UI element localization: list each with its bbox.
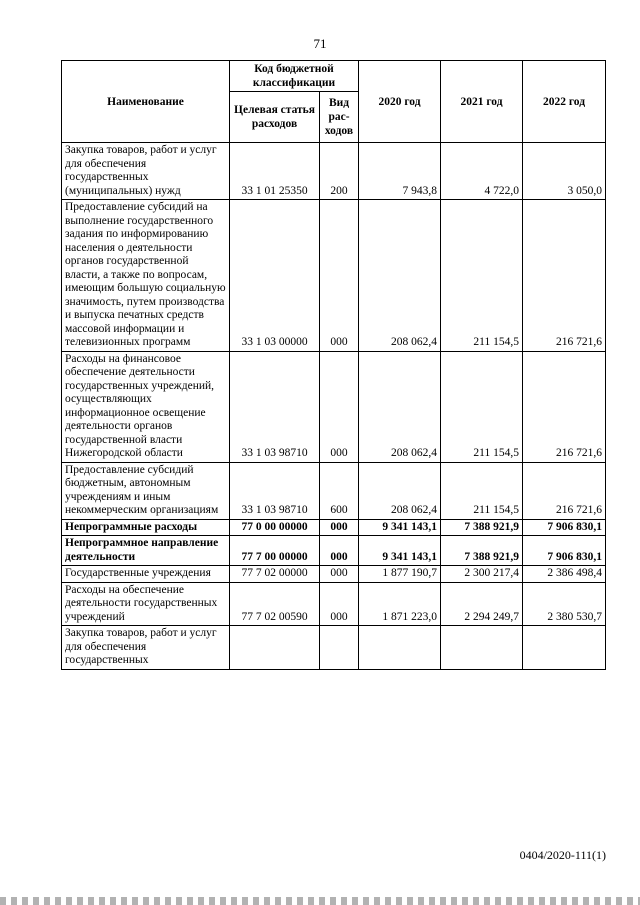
- scan-artifact: [0, 897, 640, 905]
- cell-2022: [523, 626, 606, 670]
- cell-2021: 7 388 921,9: [441, 536, 523, 566]
- table-row: [62, 351, 606, 462]
- cell-name: Государственные учреждения: [62, 566, 230, 583]
- cell-2020: 9 341 143,1: [359, 536, 441, 566]
- document-code: 0404/2020-111(1): [519, 848, 606, 862]
- cell-expense-type: 000: [320, 536, 359, 566]
- cell-name: Закупка товаров, работ и услуг для обеспечения государственных: [62, 626, 230, 670]
- table-row: [62, 462, 606, 519]
- cell-2022: 7 906 830,1: [523, 519, 606, 536]
- cell-2020: 1 877 190,7: [359, 566, 441, 583]
- cell-expense-type: [320, 626, 359, 670]
- cell-target-article: [230, 626, 320, 670]
- cell-2022: 7 906 830,1: [523, 536, 606, 566]
- table-body: [62, 143, 606, 670]
- cell-2021: 2 294 249,7: [441, 582, 523, 626]
- cell-2021: 7 388 921,9: [441, 519, 523, 536]
- cell-2021: 211 154,5: [441, 462, 523, 519]
- cell-target-article: 77 7 02 00000: [230, 566, 320, 583]
- cell-target-article: 33 1 03 98710: [230, 462, 320, 519]
- cell-2022: 3 050,0: [523, 143, 606, 200]
- cell-2021: 2 300 217,4: [441, 566, 523, 583]
- cell-expense-type: 000: [320, 351, 359, 462]
- cell-2021: [441, 626, 523, 670]
- header-target-article: Целевая статья расходов: [230, 92, 320, 143]
- cell-expense-type: 000: [320, 566, 359, 583]
- cell-2020: 1 871 223,0: [359, 582, 441, 626]
- cell-2021: 211 154,5: [441, 351, 523, 462]
- cell-name: Непрограммные расходы: [62, 519, 230, 536]
- table-header: [62, 61, 606, 143]
- cell-target-article: 33 1 03 98710: [230, 351, 320, 462]
- cell-2022: 216 721,6: [523, 351, 606, 462]
- cell-name: Непрограммное направление деятельности: [62, 536, 230, 566]
- cell-2022: 216 721,6: [523, 462, 606, 519]
- cell-name: Предоставление субсидий на выполнение государственного задания по информированию населения о деятельности органов государственной власти, а также по вопросам, имеющим большую социальную значимость, путем производства и выпуска печатных средств массовой информации и телевизионных программ: [62, 200, 230, 352]
- cell-2020: 208 062,4: [359, 200, 441, 352]
- cell-2022: 216 721,6: [523, 200, 606, 352]
- cell-name: Расходы на обеспечение деятельности государственных учреждений: [62, 582, 230, 626]
- table-row: [62, 626, 606, 670]
- cell-expense-type: 600: [320, 462, 359, 519]
- header-name: Наименование: [62, 61, 230, 143]
- cell-target-article: 77 7 00 00000: [230, 536, 320, 566]
- table-row: [62, 519, 606, 536]
- cell-target-article: 33 1 03 00000: [230, 200, 320, 352]
- header-2022: 2022 год: [523, 61, 606, 143]
- cell-name: Предоставление субсидий бюджетным, автономным учреждениям и иным некоммерческим организациям: [62, 462, 230, 519]
- cell-name: Расходы на финансовое обеспечение деятельности государственных учреждений, осуществляющих информационное освещение деятельности органов государственной власти Нижегородской области: [62, 351, 230, 462]
- table-row: [62, 582, 606, 626]
- cell-2020: 9 341 143,1: [359, 519, 441, 536]
- header-2020: 2020 год: [359, 61, 441, 143]
- cell-2021: 4 722,0: [441, 143, 523, 200]
- cell-target-article: 77 0 00 00000: [230, 519, 320, 536]
- header-2021: 2021 год: [441, 61, 523, 143]
- cell-expense-type: 000: [320, 200, 359, 352]
- table-row: [62, 200, 606, 352]
- table-row: [62, 566, 606, 583]
- table-row: [62, 143, 606, 200]
- cell-2022: 2 380 530,7: [523, 582, 606, 626]
- cell-expense-type: 000: [320, 582, 359, 626]
- cell-target-article: 77 7 02 00590: [230, 582, 320, 626]
- cell-expense-type: 000: [320, 519, 359, 536]
- cell-2020: 208 062,4: [359, 351, 441, 462]
- cell-target-article: 33 1 01 25350: [230, 143, 320, 200]
- cell-2020: 208 062,4: [359, 462, 441, 519]
- cell-name: Закупка товаров, работ и услуг для обеспечения государственных (муниципальных) нужд: [62, 143, 230, 200]
- cell-expense-type: 200: [320, 143, 359, 200]
- cell-2020: 7 943,8: [359, 143, 441, 200]
- header-expense-type: Вид рас-ходов: [320, 92, 359, 143]
- cell-2021: 211 154,5: [441, 200, 523, 352]
- budget-table: [61, 60, 606, 670]
- cell-2022: 2 386 498,4: [523, 566, 606, 583]
- header-classification: Код бюджетной классификации: [230, 61, 359, 92]
- cell-2020: [359, 626, 441, 670]
- page-number: 71: [313, 36, 327, 51]
- table-row: [62, 536, 606, 566]
